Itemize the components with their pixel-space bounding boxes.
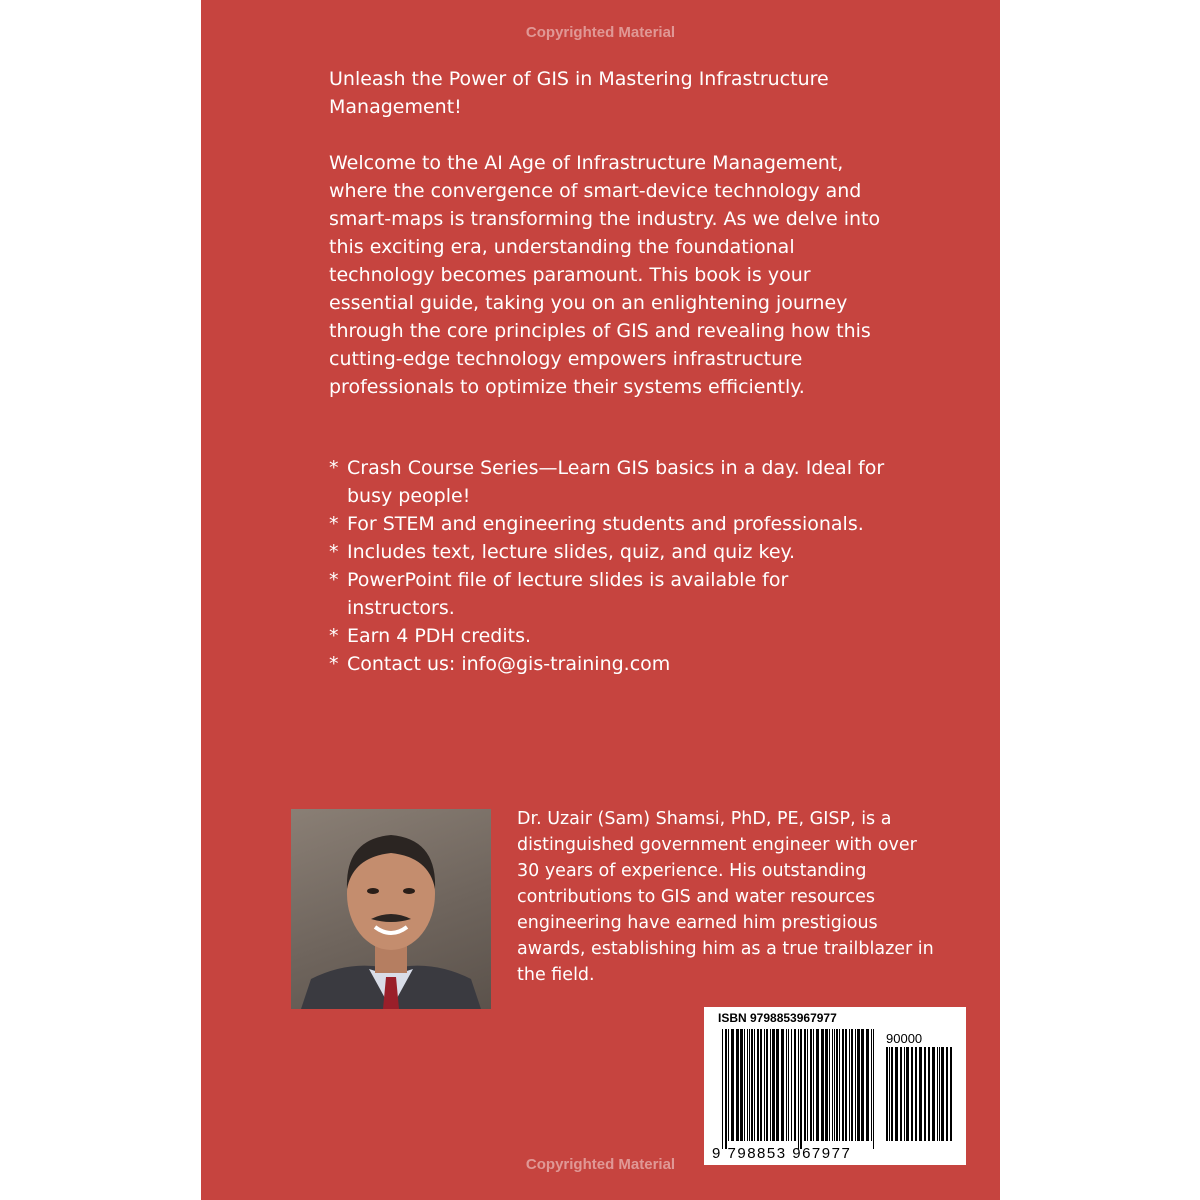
feature-text: Includes text, lecture slides, quiz, and quiz key. — [347, 541, 796, 563]
isbn-label: ISBN 9798853967977 — [718, 1011, 837, 1025]
bullet-star: * — [329, 625, 339, 647]
price-code: 90000 — [886, 1031, 923, 1046]
bullet-star: * — [329, 457, 339, 479]
feature-item — [329, 510, 889, 538]
back-cover — [201, 0, 1000, 1200]
feature-text: PowerPoint file of lecture slides is available for instructors. — [347, 569, 789, 619]
bullet-star: * — [329, 513, 339, 535]
headline: Unleash the Power of GIS in Mastering Infrastructure Management! — [329, 68, 829, 118]
bullet-star: * — [329, 541, 339, 563]
author-photo — [291, 809, 491, 1009]
isbn-barcode — [704, 1007, 966, 1165]
watermark-top: Copyrighted Material — [525, 24, 676, 41]
author-portrait-illustration — [291, 809, 491, 1009]
barcode-bars — [704, 1007, 966, 1165]
bullet-star: * — [329, 569, 339, 591]
feature-item — [329, 538, 889, 566]
feature-item — [329, 566, 889, 622]
feature-text: Earn 4 PDH credits. — [347, 625, 532, 647]
feature-item — [329, 650, 889, 678]
bullet-star: * — [329, 653, 339, 675]
feature-list — [329, 454, 889, 678]
watermark-bottom: Copyrighted Material — [525, 1156, 676, 1173]
barcode-digits: 9 798853 967977 — [712, 1145, 852, 1162]
feature-text: For STEM and engineering students and professionals. — [347, 513, 864, 535]
feature-text: Contact us: info@gis-training.com — [347, 653, 671, 675]
feature-item — [329, 622, 889, 650]
author-bio: Dr. Uzair (Sam) Shamsi, PhD, PE, GISP, is a distinguished government engineer with over 30 years of experience. His outstanding contributions to GIS and water resources engineering have earned him prestigious awards, establishing him as a true trailblazer in the field. — [517, 809, 934, 985]
feature-text: Crash Course Series—Learn GIS basics in a day. Ideal for busy people! — [347, 457, 885, 507]
intro-paragraph: Welcome to the AI Age of Infrastructure Management, where the convergence of smart-device technology and smart-maps is transforming the industry. As we delve into this exciting era, understanding the foundational technology becomes paramount. This book is your essential guide, taking you on an enlightening journey through the core principles of GIS and revealing how this cutting-edge technology empowers infrastructure professionals to optimize their systems efficiently. — [329, 152, 881, 398]
feature-item — [329, 454, 889, 510]
